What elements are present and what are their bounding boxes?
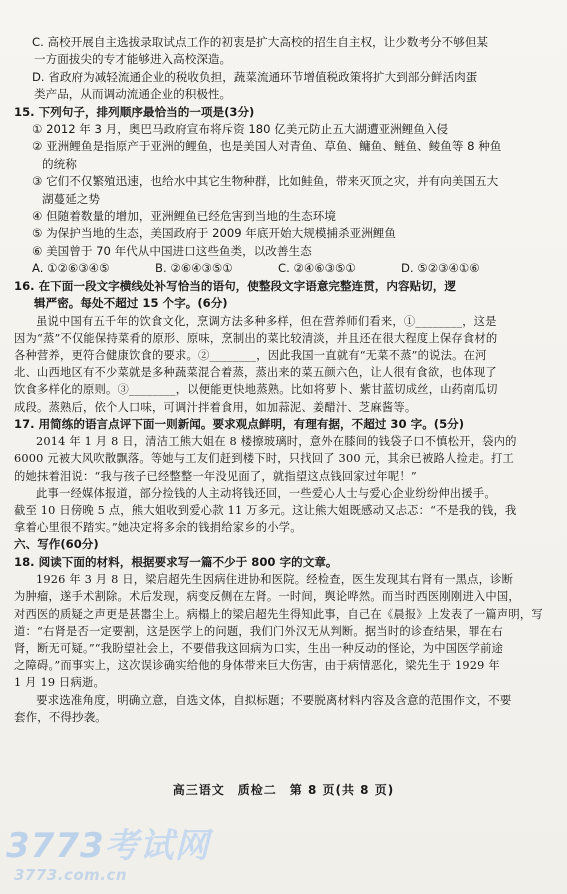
q17-line-4: 此事一经媒体报道，部分捡钱的人主动将钱还回，一些爱心人士与爱心企业纷纷伸出援手。 xyxy=(36,486,496,500)
q15-item-3: ③ 它们不仅繁殖迅速，也给水中其它生物种群，比如鲑鱼，带来灭顶之灾，并有向美国五大 xyxy=(32,174,499,189)
q15-choice-c: C. ②④⑥③⑤① xyxy=(278,261,356,276)
site-watermark xyxy=(6,826,210,888)
q16-line-4: 北、山西地区有不少菜就是多种蔬菜混合着蒸，蒸出来的菜五颜六色，让人很有食欲，也体现了 xyxy=(14,366,497,380)
q16-line-3: 各种营养，更符合健康饮食的要求。②________，因此我国一直就有“无菜不蒸”的说法。在河 xyxy=(14,348,487,362)
q14-option-c: C. 高校开展自主选拔录取试点工作的初衷是扩大高校的招生自主权，让少数考分不够但某 xyxy=(32,35,489,49)
page-footer: 高三语文 质检二 第 8 页(共 8 页) xyxy=(172,783,395,797)
q18-line-4: 道：“右肾是否一定要割，这是医学上的问题，我们门外汉无从判断。据当时的诊查结果，罪在右 xyxy=(14,624,503,638)
q17-line-3: 的她抹着泪说：“我与孩子已经整整一年没见面了，就指望这点钱回家过年呢！” xyxy=(14,469,417,483)
q15-item-4: ④ 但随着数量的增加，亚洲鲤鱼已经危害到当地的生态环境 xyxy=(32,209,336,224)
q17-line-1: 2014 年 1 月 8 日，清洁工熊大姐在 8 楼擦玻璃时，意外在膝间的钱袋子口不慎松开，袋内的 xyxy=(36,435,517,449)
q17-line-5: 截至 10 日傍晚 5 点，熊大姐收到爱心款 11 万多元。这让熊大姐既感动又忐忑：“不是我的钱，我 xyxy=(14,503,517,517)
exam-content xyxy=(14,34,552,726)
q17-passage xyxy=(14,433,552,536)
q16-line-1: 虽说中国有五千年的饮食文化，烹调方法多种多样，但在营养师们看来，①________，这是 xyxy=(36,314,497,328)
q18-line-3: 对西医的质疑之声更是甚嚣尘上。病榻上的梁启超先生得知此事，自己在《晨报》上发表了一篇声明，写 xyxy=(14,607,543,621)
q15-choice-d: D. ⑤②③④①⑥ xyxy=(401,261,480,276)
watermark-logo xyxy=(6,826,210,866)
q15-choices xyxy=(14,260,552,277)
watermark-url: 3773.com.cn xyxy=(14,866,128,884)
q14-option-d-cont: 类产品，从而调动流通企业的积极性。 xyxy=(34,87,232,102)
q18-line-2: 为肿瘤，遂手术割除。术后发现，病变反侧在左肾。一时间，舆论哗然。而当时西医刚刚进入中国， xyxy=(14,590,520,604)
q15-item-2-cont: 的统称 xyxy=(42,156,77,171)
q18-passage xyxy=(14,571,552,691)
q17-heading: 17. 用简练的语言点评下面一则新闻。要求观点鲜明，有理有据，不超过 30 字。(5分) xyxy=(14,416,465,431)
q16-line-2: 因为“蒸”不仅能保持菜肴的原形、原味，烹制出的菜比较清淡，并且还在很大程度上保存食材的 xyxy=(14,331,498,345)
q14-option-d: D. 省政府为减轻流通企业的税收负担，蔬菜流通环节增值税政策将扩大到部分鲜活肉蛋 xyxy=(32,69,478,84)
q15-item-6: ⑥ 美国曾于 70 年代从中国进口这些鱼类，以改善生态 xyxy=(32,243,312,258)
q16-line-5: 饮食多样化的原则。③________，以便能更快地蒸熟。比如将萝卜、紫甘蓝切成丝，山药南瓜切 xyxy=(14,383,498,397)
q18-line-5: 肾，断无可疑。”“我盼望社会上，不要借我这回病为口实，生出一种反动的怪论，为中国医学前途 xyxy=(14,641,504,655)
q18-line-6: 之障碍。”而事实上，这次误诊确实给他的身体带来巨大伤害，由于病情恶化，梁先生于 1929 年 xyxy=(14,659,500,673)
q18-line-1: 1926 年 3 月 8 日，梁启超先生因病住进协和医院。经检查，医生发现其右肾有一黑点，诊断 xyxy=(36,573,514,587)
watermark-logo-number: 3773 xyxy=(6,826,105,866)
q16-line-6: 成段。蒸熟后，依个人口味，可调汁拌着食用，如加蒜泥、姜醋汁、芝麻酱等。 xyxy=(14,400,417,414)
q15-choice-a: A. ①②⑥③④⑤ xyxy=(32,261,110,276)
q14-option-c-cont: 一方面拔尖的专才能够进入高校深造。 xyxy=(34,52,232,67)
q15-item-2: ② 亚洲鲤鱼是指原产于亚洲的鲤鱼，也是美国人对青鱼、草鱼、鳙鱼、鲢鱼、鲮鱼等 8 种鱼 xyxy=(32,139,502,154)
q15-item-1: ① 2012 年 3 月，奥巴马政府宣布将斥资 180 亿美元防止五大湖遭亚洲鲤鱼入侵 xyxy=(32,122,449,137)
q15-choice-b: B. ②⑥④③⑤① xyxy=(155,261,233,276)
q18-heading: 18. 阅读下面的材料，根据要求写一篇不少于 800 字的文章。 xyxy=(14,554,338,569)
q16-passage xyxy=(14,313,552,416)
section-writing-heading: 六、写作(60分) xyxy=(14,537,99,552)
q16-heading-cont: 辑严密。每处不超过 15 个字。(6分) xyxy=(34,296,228,311)
watermark-logo-text: 考试网 xyxy=(104,826,210,866)
q18-line-7: 1 月 19 日病逝。 xyxy=(14,676,106,690)
q15-heading: 15. 下列句子，排列顺序最恰当的一项是(3分) xyxy=(14,104,255,119)
q15-item-3-cont: 湖蔓延之势 xyxy=(42,191,100,206)
q18-requirement-cont: 套作，不得抄袭。 xyxy=(14,709,107,724)
q16-heading: 16. 在下面一段文字横线处补写恰当的语句，使整段文字语意完整连贯，内容贴切，逻 xyxy=(14,278,456,293)
q17-line-2: 6000 元被大风吹散飘落。等她与工友们赶到楼下时，只找回了 300 元，其余已被路人捡走。打工 xyxy=(14,452,514,466)
q17-line-6: 拿着心里很不踏实。”她决定将多余的钱捐给家乡的小学。 xyxy=(14,521,302,535)
q15-item-5: ⑤ 为保护当地的生态，美国政府于 2009 年底开始大规模捕杀亚洲鲤鱼 xyxy=(32,226,396,241)
q18-requirement: 要求选准角度，明确立意，自选文体，自拟标题；不要脱离材料内容及含意的范围作文，不要 xyxy=(36,692,512,707)
